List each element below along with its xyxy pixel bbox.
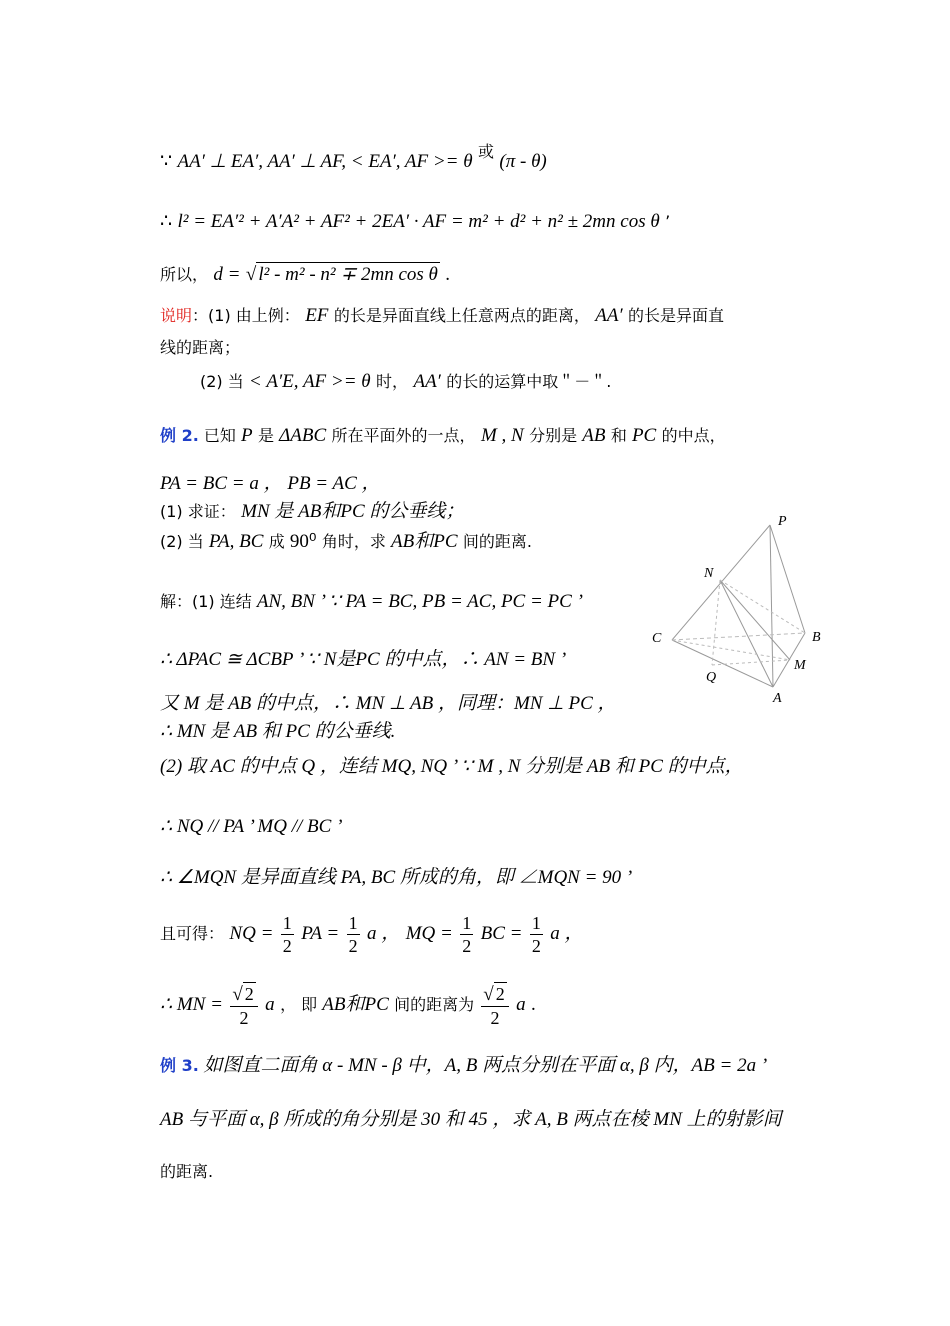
ex2-q2-text-c: 角时，求 (321, 532, 392, 551)
comma: ’ (665, 212, 671, 231)
sol-8-a1: a ， (367, 923, 401, 944)
sol-9-end: . (531, 994, 536, 1015)
ex2-line-2 (160, 472, 381, 496)
note-label: 说明 (160, 306, 193, 325)
ex3-line-3 (160, 1160, 213, 1184)
sol-line-3 (160, 692, 617, 716)
sol-9-text-c: 间的距离为 (394, 995, 480, 1014)
sol-line-8 (160, 912, 584, 957)
ex2-q1 (160, 500, 464, 524)
fraction-half-4: $\frac{1}{2}$ (531, 913, 541, 956)
ex2-mn: M , N (480, 425, 524, 446)
note-line-1 (160, 304, 724, 328)
label-q: Q (706, 670, 717, 685)
label-p: P (778, 514, 787, 529)
ex2-text-b: 是 (258, 426, 280, 445)
sqrt-icon: √ (483, 984, 494, 1005)
note-line-2 (160, 336, 240, 360)
ex3-label: 例 3. (160, 1056, 199, 1075)
label-b: B (812, 630, 821, 645)
note-2-text-a: (2) 当 (200, 372, 249, 391)
label-c: C (652, 631, 662, 646)
note-2-text-b: 时， (376, 372, 409, 391)
tetrahedron-figure (640, 505, 840, 705)
note-2-aa: AA′ (413, 371, 441, 392)
note-text-d: 线的距离； (160, 338, 241, 357)
ex2-text-f: 的中点， (661, 426, 726, 445)
sol-2-math: ∴ ΔPAC ≅ ΔCBP ’ ∵ N是PC 的中点，∴ AN = BN ’ (160, 649, 567, 670)
ex2-q1-text: (1) 求证： (160, 502, 236, 521)
sol-8-pa: PA = (301, 923, 340, 944)
ex2-text-d: 分别是 (529, 426, 583, 445)
fraction-half-3: $\frac{1}{2}$ (462, 913, 472, 956)
sqrt-icon: √ (232, 984, 243, 1005)
formula-1: AA′ ⊥ EA′, AA′ ⊥ AF, < EA′, AF >= θ (177, 151, 473, 172)
sol-line-2 (160, 648, 566, 672)
note-line-3 (200, 370, 611, 394)
formula-2: l² = EA′² + A′A² + AF² + 2EA′ · AF = m² + d² + n² ± 2mn cos θ (177, 211, 660, 232)
note-2-formula: < A′E, AF >= θ (248, 371, 371, 392)
sol-9-text-b: ， 即 (280, 995, 323, 1014)
ex2-q2-text-a: (2) 当 (160, 532, 209, 551)
ex2-line-1 (160, 424, 726, 448)
therefore-symbol: ∴ (160, 211, 173, 232)
or-text: 或 (477, 142, 494, 161)
sol-1-text: 解：(1) 连结 (160, 592, 257, 611)
sol-line-1 (160, 590, 583, 614)
sol-8-bc: BC = (480, 923, 523, 944)
because-symbol: ∵ (160, 151, 173, 172)
sol-line-7 (160, 866, 632, 890)
ex3-text-1: 如图直二面角 α - MN - β 中，A, B 两点分别在平面 α, β 内，AB = 2a ’ (198, 1055, 768, 1076)
sol-1-math: AN, BN ’ ∵ PA = BC, PB = AC, PC = PC ’ (256, 591, 583, 612)
ex2-text-a: 已知 (198, 426, 241, 445)
ex2-ab: AB (582, 425, 606, 446)
label-a: A (773, 691, 782, 705)
sol-6-math: ∴ NQ // PA ’ MQ // BC ’ (160, 816, 343, 837)
period: . (445, 264, 451, 285)
sol-8-nq: NQ = (229, 923, 274, 944)
fraction-half-2: $\frac{1}{2}$ (348, 913, 358, 956)
note-text-b: 的长是异面直线上任意两点的距离， (333, 306, 590, 325)
sol-line-5 (160, 755, 744, 779)
sol-9-math: AB和PC (322, 994, 389, 1015)
segment-nm (720, 580, 790, 660)
label-m: M (794, 658, 806, 673)
ex2-label: 例 2. (160, 426, 199, 445)
ex3-text-2: AB 与平面 α, β 所成的角分别是 30 和 45 ，求 A, B 两点在棱 MN 上的射影间 (160, 1109, 782, 1130)
edge-pa (770, 525, 773, 687)
fraction-half-1: $\frac{1}{2}$ (282, 913, 292, 956)
sol-line-6 (160, 815, 342, 839)
note-text-c: 的长是异面直 (628, 306, 725, 325)
fraction-sqrt2-half-1: $\frac{√ 2}{2}$ (230, 982, 257, 1029)
sqrt-icon: √ (245, 264, 257, 285)
sol-4-math: ∴ MN 是 AB 和 PC 的公垂线. (160, 721, 396, 742)
formula-3-lhs: d = (213, 264, 241, 285)
formula-3-radicand: l² - m² - n² ∓ 2mn cos θ (258, 264, 438, 285)
ex2-q2-text-d: 间的距离. (462, 532, 533, 551)
edge-cb (672, 633, 805, 640)
ex2-abc: ΔABC (279, 425, 327, 446)
ex3-line-1 (160, 1054, 767, 1078)
ex2-text-e: 和 (610, 426, 632, 445)
formula-1-tail: (π - θ) (499, 151, 547, 172)
note-aa: AA′ (595, 305, 623, 326)
line-1 (160, 142, 547, 174)
note-text-a: ：(1) 由上例： (192, 306, 300, 325)
sol-9-a2: a (516, 994, 526, 1015)
edge-ca (672, 640, 773, 687)
sol-8-text: 且可得： (160, 924, 225, 943)
label-n: N (704, 566, 714, 581)
ex2-p: P (240, 425, 253, 446)
note-ef: EF (305, 305, 329, 326)
sol-8-mq: MQ = (405, 923, 453, 944)
ex2-q2-math2: AB和PC (391, 531, 458, 552)
sol-9-a: a (265, 994, 275, 1015)
line-3 (160, 262, 450, 287)
edge-pb (770, 525, 805, 633)
note-2-text-c: 的长的运算中取＂－＂. (446, 372, 612, 391)
ex2-conditions: PA = BC = a ， PB = AC ， (160, 473, 381, 494)
ex2-pc: PC (631, 425, 657, 446)
sol-line-9 (160, 982, 536, 1029)
segment-nq (712, 580, 720, 665)
sol-9-mn: MN = (176, 994, 223, 1015)
ex2-q2 (160, 530, 532, 554)
ex2-q1-math: MN 是 AB和PC 的公垂线； (241, 501, 465, 522)
fraction-sqrt2-half-2: $\frac{√ 2}{2}$ (481, 982, 508, 1029)
ex3-text-3: 的距离. (160, 1162, 214, 1181)
sol-9-prefix: ∴ (160, 994, 177, 1015)
ex2-q2-text-b: 成 (268, 532, 290, 551)
ex2-text-c: 所在平面外的一点， (331, 426, 476, 445)
sol-7-math: ∴ ∠MQN 是异面直线 PA, BC 所成的角，即 ∠MQN = 90 ’ (160, 867, 633, 888)
ex2-q2-math: PA, BC (208, 531, 264, 552)
ex2-q2-deg: 90⁰ (289, 531, 317, 552)
so-text: 所以， (160, 265, 209, 284)
sol-line-4 (160, 720, 395, 744)
line-2 (160, 210, 670, 234)
sol-3-math: 又 M 是 AB 的中点，∴ MN ⊥ AB ，同理：MN ⊥ PC ， (160, 693, 617, 714)
sol-5-math: (2) 取 AC 的中点 Q ，连结 MQ, NQ ’ ∵ M , N 分别是 AB 和 PC 的中点， (160, 756, 744, 777)
ex3-line-2 (160, 1108, 782, 1132)
sol-8-a2: a ， (550, 923, 584, 944)
